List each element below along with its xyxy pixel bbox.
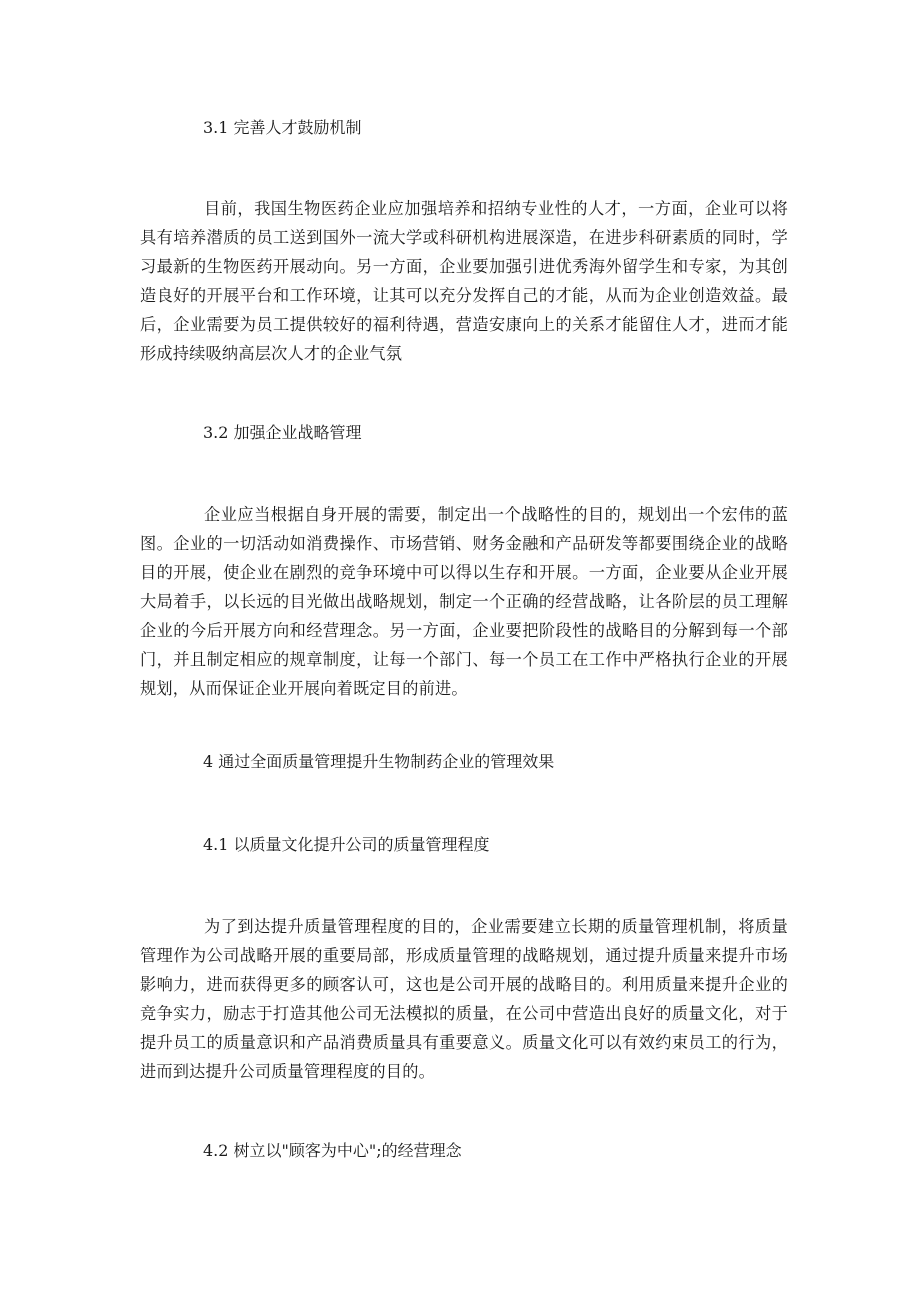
section-heading-4-2: 4.2 树立以"顾客为中心";的经营理念 — [203, 1141, 462, 1160]
section-heading-3-1: 3.1 完善人才鼓励机制 — [203, 118, 362, 137]
section-heading-3-2: 3.2 加强企业战略管理 — [203, 423, 362, 442]
section-paragraph-3-1: 目前，我国生物医药企业应加强培养和招纳专业性的人才，一方面，企业可以将具有培养潜质的员工送到国外一流大学或科研机构进展深造，在进步科研素质的同时，学习最新的生物医药开展动向。另一方面，企业要加强引进优秀海外留学生和专家，为其创造良好的开展平台和工作环境，让其可以充分发挥自己的才能，从而为企业创造效益。最后，企业需要为员工提供较好的福利待遇，营造安康向上的关系才能留住人才，进而才能形成持续吸纳高层次人才的企业气氛 — [140, 199, 788, 363]
section-paragraph-3-2: 企业应当根据自身开展的需要，制定出一个战略性的目的，规划出一个宏伟的蓝图。企业的一切活动如消费操作、市场营销、财务金融和产品研发等都要围绕企业的战略目的开展，使企业在剧烈的竞争环境中可以得以生存和开展。一方面，企业要从企业开展大局着手，以长远的目光做出战略规划，制定一个正确的经营战略，让各阶层的员工理解企业的今后开展方向和经营理念。另一方面，企业要把阶段性的战略目的分解到每一个部门，并且制定相应的规章制度，让每一个部门、每一个员工在工作中严格执行企业的开展规划，从而保证企业开展向着既定目的前进。 — [140, 505, 788, 698]
section-heading-4: 4 通过全面质量管理提升生物制药企业的管理效果 — [203, 752, 555, 771]
section-paragraph-4-1: 为了到达提升质量管理程度的目的，企业需要建立长期的质量管理机制，将质量管理作为公司战略开展的重要局部，形成质量管理的战略规划，通过提升质量来提升市场影响力，进而获得更多的顾客认可，这也是公司开展的战略目的。利用质量来提升企业的竞争实力，励志于打造其他公司无法模拟的质量，在公司中营造出良好的质量文化，对于提升员工的质量意识和产品消费质量具有重要意义。质量文化可以有效约束员工的行为，进而到达提升公司质量管理程度的目的。 — [140, 917, 788, 1081]
section-heading-4-1: 4.1 以质量文化提升公司的质量管理程度 — [203, 835, 490, 854]
